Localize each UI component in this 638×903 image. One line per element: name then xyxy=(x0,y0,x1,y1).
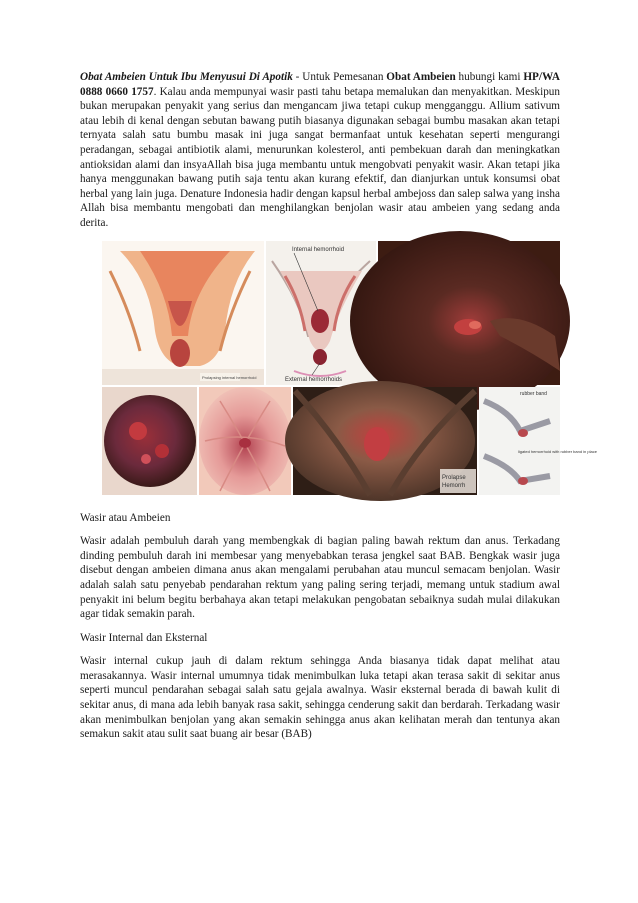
section2-body: Wasir internal cukup jauh di dalam rektum sehingga Anda biasanya tidak dapat melihat atau merasakannya. Wasir internal umumnya tidak menimbulkan luka tetapi akan terasa sakit di sekitar anus seperti muncul pendarahan sebagai salah satu gejala awalnya. Wasir eksternal berada di bawah kulit di sekitar anus, di mana ada lebih banyak rasa sakit, sehingga cenderung sakit dan berdarah. Terkadang wasir akan menimbulkan benjolan yang akan semakin sehingga anus akan kelihatan merah dan tentunya akan semakun sakit atau sulit saat buang air besar (BAB) xyxy=(80,655,560,741)
intro-text-2: . Kalau anda mempunyai wasir pasti tahu betapa memalukan dan menyakitkan. Meskipun bukan merupakan penyakit yang serius dan mengancam jiwa tetapi cukup mengganggu. Allium sativum atau lebih di kenal dengan sebutan bawang putih biasanya digunakan sebagai bumbu masakan akan tetapi ternyata salah satu bumbu masak ini juga sangat bermanfaat untuk kesehatan seperti mengurangi peradangan, sebagai antibiotik alami, menurunkan kolesterol, anti pembekuan darah dan meningkatkan antioksidan alami dan insyaAllah bisa juga membantu untuk mengobvati penyakit wasir. Akan tetapi jika hanya menggunakan bawang putih saja tentu akan kurang efektif, dan dianjurkan untuk konsumsi obat herbal yang lain juga. Denature Indonesia hadir dengan kapsul herbal ambejoss dan salep salwa yang insha Allah bisa membantu mengobati dan menghilangkan benjolan wasir atau ambeien yang sedang anda derita. xyxy=(80,85,560,229)
photo-5 xyxy=(199,387,291,495)
intro-paragraph xyxy=(80,70,560,231)
photo-4 xyxy=(102,387,197,495)
anatomy-diagram-1 xyxy=(102,241,264,385)
photo-6 xyxy=(285,381,477,501)
intro-bold-contact: HP/WA 0888 0660 1757 xyxy=(80,71,560,98)
svg-text:Internal hemorrhoid: Internal hemorrhoid xyxy=(292,246,345,253)
intro-sep: - Untuk Pemesanan xyxy=(292,71,387,83)
svg-text:Prolapsing internal hemorrhoid: Prolapsing internal hemorrhoid xyxy=(202,374,257,380)
document-page xyxy=(80,70,597,751)
svg-text:Prolapse: Prolapse xyxy=(442,474,466,481)
collage-graphic xyxy=(80,241,597,497)
svg-text:ligated hemorrhoid with rubber: ligated hemorrhoid with rubber band in place xyxy=(518,448,597,454)
intro-bold-product: Obat Ambeien xyxy=(386,71,456,83)
intro-title: Obat Ambeien Untuk Ibu Menyusui Di Apotik xyxy=(80,71,293,83)
section1-heading: Wasir atau Ambeien xyxy=(80,511,171,524)
hemorrhoid-image-collage xyxy=(80,241,597,497)
intro-text-1: hubungi kami xyxy=(455,71,524,83)
section1-body: Wasir adalah pembuluh darah yang membengkak di bagian paling bawah rektum dan anus. Terkadang dinding pembuluh darah ini membesar yang menyebabkan terasa jengkel saat BAB. Bengkak wasir juga disebut dengan ambeien dimana anus akan mengalami perubahan atau muncul semacam benjolan. Wasir adalah salah satu penyebab pendarahan rektum yang paling sering terjadi, memang untuk stadium awal penyakit ini belum begitu berbahaya akan tetapi melakukan pengobatan sebaiknya sudah mulai dilakukan agar tidak semakin parah. xyxy=(80,535,560,621)
svg-text:rubber band: rubber band xyxy=(520,390,547,397)
section2-heading: Wasir Internal dan Eksternal xyxy=(80,631,208,644)
svg-text:Hemorrh: Hemorrh xyxy=(442,482,466,489)
banding-diagram xyxy=(479,387,598,495)
svg-text:External hemorrhoids: External hemorrhoids xyxy=(285,376,343,383)
